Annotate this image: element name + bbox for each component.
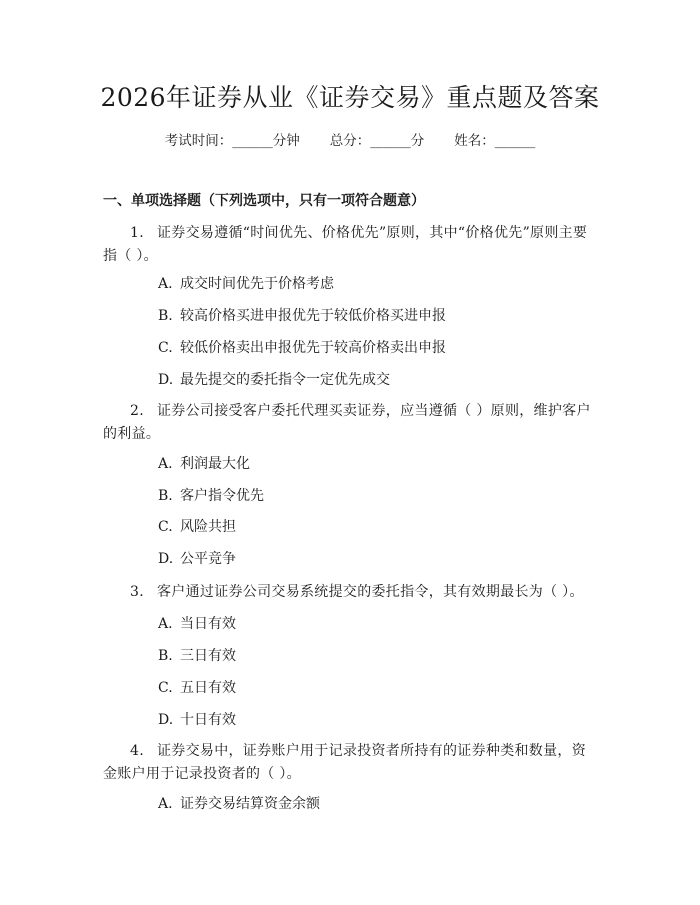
- option-text: 风险共担: [180, 519, 236, 535]
- option-text: 利润最大化: [180, 456, 250, 472]
- question-2-option-d: [158, 549, 236, 569]
- option-letter: A.: [158, 616, 173, 632]
- question-3-option-a: [158, 614, 236, 634]
- question-3: [103, 581, 600, 604]
- question-3-option-d: [158, 710, 236, 730]
- question-1: [103, 222, 600, 268]
- question-2-option-c: [158, 517, 236, 537]
- option-text: 公平竞争: [180, 551, 236, 567]
- option-letter: B.: [158, 648, 173, 664]
- name-field: 姓名：______: [454, 133, 536, 149]
- option-text: 成交时间优先于价格考虑: [180, 276, 334, 292]
- question-number: 3.: [130, 584, 144, 600]
- question-4-option-a: [158, 794, 320, 814]
- option-text: 五日有效: [180, 680, 236, 696]
- question-number: 1.: [130, 225, 144, 241]
- exam-time-field: 考试时间：______分钟: [164, 133, 300, 149]
- option-text: 当日有效: [180, 616, 236, 632]
- question-number: 2.: [130, 403, 144, 419]
- option-letter: D.: [158, 712, 174, 728]
- question-2-option-b: [158, 486, 264, 506]
- question-2-option-a: [158, 454, 250, 474]
- question-text: 客户通过证券公司交易系统提交的委托指令，其有效期最长为（ ）。: [157, 584, 584, 600]
- option-text: 较高价格买进申报优先于较低价格买进申报: [180, 308, 446, 324]
- option-text: 十日有效: [180, 712, 236, 728]
- total-score-field: 总分：______分: [329, 133, 425, 149]
- question-3-option-b: [158, 646, 236, 666]
- option-text: 客户指令优先: [180, 488, 264, 504]
- option-letter: B.: [158, 308, 173, 324]
- option-letter: A.: [158, 796, 173, 812]
- option-letter: A.: [158, 456, 173, 472]
- option-text: 最先提交的委托指令一定优先成交: [180, 372, 390, 388]
- option-text: 三日有效: [180, 648, 236, 664]
- question-1-option-d: [158, 370, 390, 390]
- question-number: 4.: [130, 743, 144, 759]
- option-letter: C.: [158, 340, 173, 356]
- exam-info-row: [0, 131, 700, 151]
- question-2: [103, 400, 600, 446]
- option-letter: B.: [158, 488, 173, 504]
- question-text: 证券交易中，证券账户用于记录投资者所持有的证券种类和数量，资金账户用于记录投资者的（ ）。: [103, 743, 586, 782]
- option-text: 较低价格卖出申报优先于较高价格卖出申报: [180, 340, 446, 356]
- question-4: [103, 740, 600, 786]
- document-title: 2026年证券从业《证券交易》重点题及答案: [100, 83, 600, 112]
- option-letter: C.: [158, 680, 173, 696]
- option-letter: D.: [158, 551, 174, 567]
- question-1-option-b: [158, 306, 446, 326]
- section-title: 一、单项选择题（下列选项中，只有一项符合题意）: [103, 193, 425, 209]
- option-letter: A.: [158, 276, 173, 292]
- question-1-option-a: [158, 274, 334, 294]
- option-text: 证券交易结算资金余额: [180, 796, 320, 812]
- option-letter: C.: [158, 519, 173, 535]
- question-1-option-c: [158, 338, 446, 358]
- question-3-option-c: [158, 678, 236, 698]
- option-letter: D.: [158, 372, 174, 388]
- question-text: 证券交易遵循“时间优先、价格优先”原则，其中“价格优先”原则主要指（ ）。: [103, 225, 588, 264]
- question-text: 证券公司接受客户委托代理买卖证券，应当遵循（ ）原则，维护客户的利益。: [103, 403, 591, 442]
